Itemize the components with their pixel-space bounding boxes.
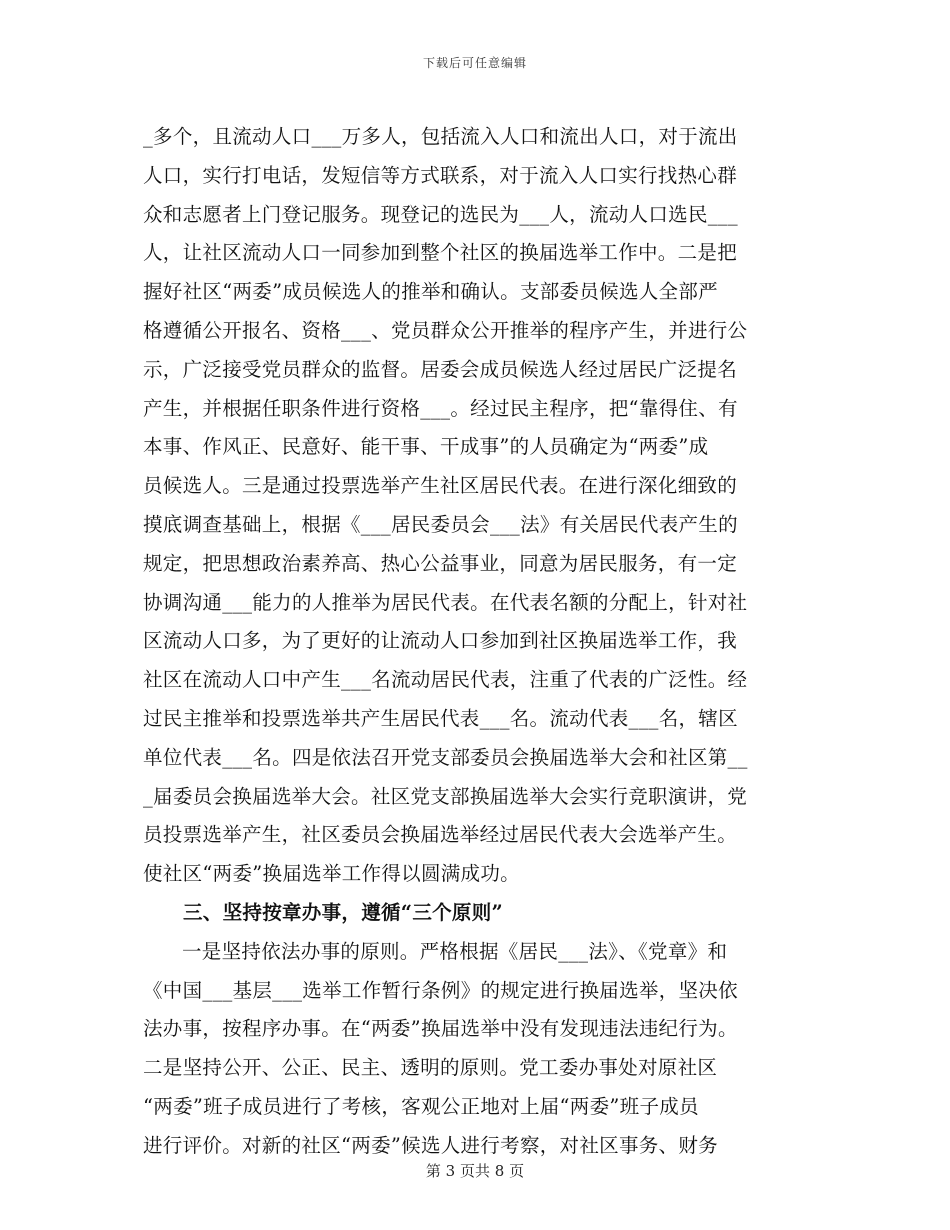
body-line: 一是坚持依法办事的原则。严格根据《居民___法》、《党章》和 bbox=[182, 939, 728, 963]
section-heading: 三、坚持按章办事，遵循“三个原则” bbox=[183, 900, 504, 924]
body-line: 示，广泛接受党员群众的监督。居委会成员候选人经过居民广泛提名 bbox=[143, 357, 738, 381]
body-line: “两委”班子成员进行了考核，客观公正地对上届“两委”班子成员 bbox=[143, 1094, 699, 1118]
body-line: 人，让社区流动人口一同参加到整个社区的换届选举工作中。二是把 bbox=[143, 241, 738, 265]
body-line: _多个，且流动人口___万多人，包括流入人口和流出人口，对于流出 bbox=[143, 125, 738, 148]
page-number-footer: 第 3 页共 8 页 bbox=[425, 1162, 525, 1180]
body-line: 《中国___基层___选举工作暂行条例》的规定进行换届选举，坚决依 bbox=[143, 978, 738, 1002]
body-line: 法办事，按程序办事。在“两委”换届选举中没有发现违法违纪行为。 bbox=[143, 1017, 738, 1041]
body-line: 格遵循公开报名、资格___、党员群众公开推举的程序产生，并进行公 bbox=[143, 318, 748, 342]
body-line: 众和志愿者上门登记服务。现登记的选民为___人，流动人口选民___ bbox=[143, 202, 738, 226]
body-line: 二是坚持公开、公正、民主、透明的原则。党工委办事处对原社区 bbox=[143, 1056, 718, 1080]
body-line: 摸底调查基础上，根据《___居民委员会___法》有关居民代表产生的 bbox=[143, 512, 738, 536]
document-body bbox=[143, 118, 811, 1166]
body-line: 员投票选举产生，社区委员会换届选举经过居民代表大会选举产生。 bbox=[143, 823, 738, 847]
body-line: 使社区“两委”换届选举工作得以圆满成功。 bbox=[143, 862, 520, 886]
page-header: 下载后可任意编辑 bbox=[422, 56, 527, 70]
body-line: 协调沟通___能力的人推举为居民代表。在代表名额的分配上，针对社 bbox=[143, 590, 748, 614]
body-line: 本事、作风正、民意好、能干事、干成事”的人员确定为“两委”成 bbox=[143, 435, 709, 459]
body-line: 规定，把思想政治素养高、热心公益事业，同意为居民服务，有一定 bbox=[143, 551, 738, 575]
body-line: 产生，并根据任职条件进行资格___。经过民主程序，把“靠得住、有 bbox=[143, 396, 738, 420]
body-line: 过民主推举和投票选举共产生居民代表___名。流动代表___名，辖区 bbox=[143, 706, 738, 730]
body-line: 员候选人。三是通过投票选举产生社区居民代表。在进行深化细致的 bbox=[143, 474, 738, 498]
body-line: 进行评价。对新的社区“两委”候选人进行考察，对社区事务、财务 bbox=[143, 1133, 718, 1157]
body-line: 握好社区“两委”成员候选人的推举和确认。支部委员候选人全部严 bbox=[143, 280, 718, 304]
body-line: _届委员会换届选举大会。社区党支部换届选举大会实行竞职演讲，党 bbox=[143, 784, 748, 808]
body-line: 区流动人口多，为了更好的让流动人口参加到社区换届选举工作，我 bbox=[143, 629, 738, 653]
body-line: 社区在流动人口中产生___名流动居民代表，注重了代表的广泛性。经 bbox=[143, 668, 748, 692]
body-line: 单位代表___名。四是依法召开党支部委员会换届选举大会和社区第__ bbox=[143, 745, 748, 769]
body-line: 人口，实行打电话，发短信等方式联系，对于流入人口实行找热心群 bbox=[143, 163, 738, 187]
